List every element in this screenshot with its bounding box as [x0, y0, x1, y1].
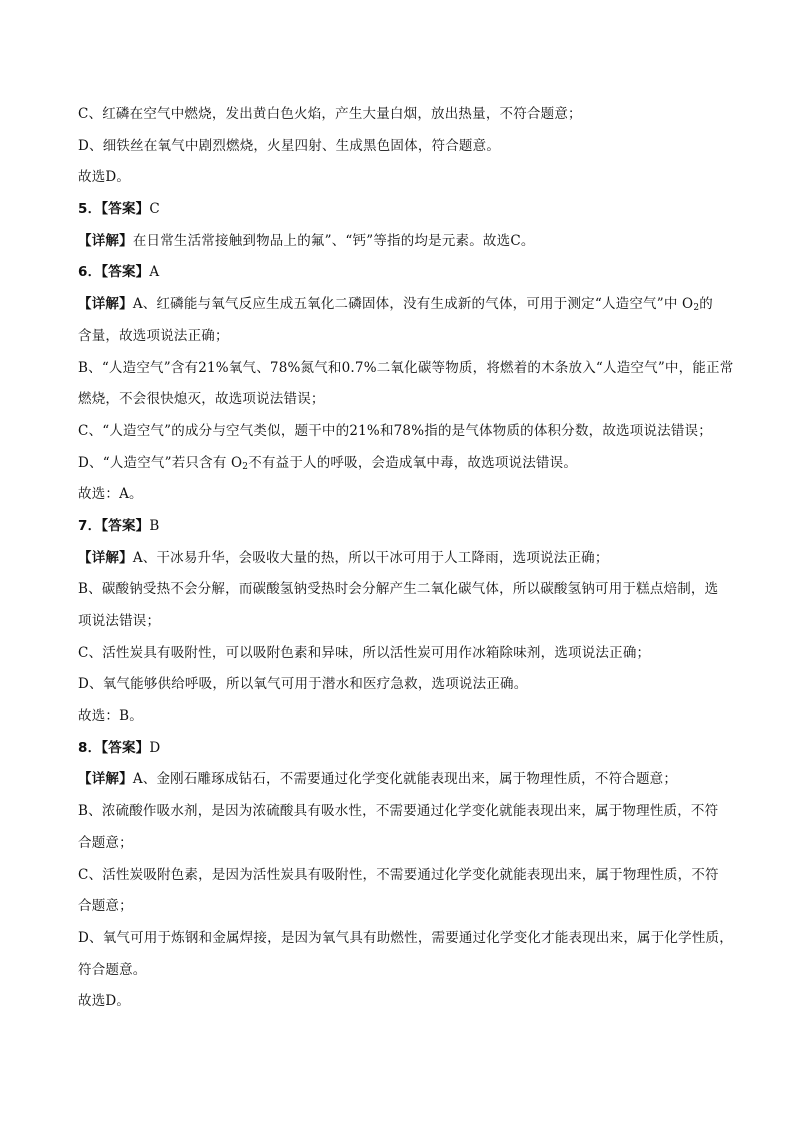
answer-tag: 【答案】 — [101, 201, 150, 218]
line-text: A、红磷能与氧气反应生成五氧化二磷固体，没有生成新的气体，可用于测定“人造空气”中 O — [132, 296, 694, 313]
text-line — [78, 100, 722, 128]
text-line — [78, 449, 722, 477]
line-text: 故选D。 — [78, 169, 131, 186]
question-number: 6． — [78, 264, 102, 281]
line-text: D、“人造空气”若只含有 O — [78, 454, 243, 471]
line-text: D、氧气能够供给呼吸，所以氧气可用于潜水和医疗急救，选项说法正确。 — [78, 676, 528, 693]
line-text: A、干冰易升华，会吸收大量的热，所以干冰可用于人工降雨，选项说法正确； — [132, 549, 609, 566]
text-line — [78, 956, 722, 984]
question-number: 5． — [78, 201, 102, 218]
detail-tag: 【详解】 — [78, 771, 133, 788]
text-line — [78, 354, 734, 382]
detail-line — [78, 765, 722, 793]
question-number: 8． — [78, 739, 102, 756]
text-line — [78, 417, 722, 445]
answer-line-6 — [78, 258, 722, 286]
line-text: 项说法错误； — [78, 613, 161, 629]
text-line — [78, 797, 722, 825]
text-line — [78, 987, 722, 1015]
line-text: B、碳酸钠受热不会分解，而碳酸氢钠受热时会分解产生二氧化碳气体，所以碳酸氢钠可用于糕点焙制，选 — [78, 581, 719, 598]
text-line — [78, 892, 722, 920]
text-line — [78, 385, 722, 413]
answer-tag: 【答案】 — [101, 739, 150, 756]
line-text: D、细铁丝在氧气中剧烈燃烧，火星四射、生成黑色固体，符合题意。 — [78, 137, 501, 154]
text-line — [78, 924, 733, 952]
text-line — [78, 322, 722, 350]
line-text: 含量，故选项说法正确； — [78, 327, 229, 344]
line-text: 合题意； — [78, 898, 133, 915]
text-line — [78, 670, 722, 698]
line-text: 故选：A。 — [78, 486, 143, 503]
line-text: B、“人造空气”含有21%氧气、78%氮气和0.7%二氧化碳等物质，将燃着的木条放入“人造空气”中，能正常 — [78, 359, 734, 376]
line-text: 故选：B。 — [78, 708, 143, 725]
line-text: C、活性炭具有吸附性，可以吸附色素和异味，所以活性炭可用作冰箱除味剂，选项说法正确； — [78, 644, 651, 661]
line-text: 在日常生活常接触到物品上的氟”、“钙”等指的均是元素。故选C。 — [132, 232, 535, 249]
answer-line-8 — [78, 734, 722, 762]
line-text: 的 — [699, 296, 713, 313]
detail-tag: 【详解】 — [78, 232, 133, 249]
line-text: 故选D。 — [78, 993, 131, 1010]
detail-tag: 【详解】 — [78, 296, 133, 313]
subscript: 2 — [242, 461, 249, 472]
line-text: C、“人造空气”的成分与空气类似，题干中的21%和78%指的是气体物质的体积分数，故选项说法错误； — [78, 422, 712, 439]
line-text: A、金刚石雕琢成钻石，不需要通过化学变化就能表现出来，属于物理性质，不符合题意； — [132, 771, 678, 788]
text-line — [78, 163, 722, 191]
answer-value: C — [149, 201, 160, 218]
detail-line — [78, 544, 722, 572]
line-text: C、红磷在空气中燃烧，发出黄白色火焰，产生大量白烟，放出热量，不符合题意； — [78, 106, 582, 122]
text-line — [78, 639, 722, 667]
answer-tag: 【答案】 — [101, 264, 150, 281]
line-text: C、活性炭吸附色素，是因为活性炭具有吸附性，不需要通过化学变化就能表现出来，属于物理性质，不符 — [78, 866, 719, 883]
line-text: 合题意； — [78, 834, 133, 851]
document-page — [78, 100, 734, 1019]
text-line — [78, 702, 722, 730]
line-text: B、浓硫酸作吸水剂，是因为浓硫酸具有吸水性，不需要通过化学变化就能表现出来，属于物理性质，不符 — [78, 803, 719, 820]
line-text: 不有益于人的呼吸，会造成氧中毒，故选项说法错误。 — [248, 454, 578, 471]
subscript: 2 — [693, 303, 700, 314]
text-line — [78, 480, 722, 508]
answer-line-7 — [78, 512, 722, 540]
line-text: 符合题意。 — [78, 961, 147, 978]
answer-value: A — [149, 264, 160, 281]
answer-tag: 【答案】 — [101, 517, 150, 534]
text-line — [78, 829, 722, 857]
detail-line — [78, 290, 722, 318]
detail-tag: 【详解】 — [78, 549, 133, 566]
text-line — [78, 861, 722, 889]
answer-value: D — [149, 739, 161, 756]
line-text: 燃烧，不会很快熄灭，故选项说法错误； — [78, 391, 325, 408]
answer-line-5 — [78, 195, 722, 223]
line-text: D、氧气可用于炼钢和金属焊接，是因为氧气具有助燃性，需要通过化学变化才能表现出来，属于化学性质， — [78, 929, 733, 946]
text-line — [78, 575, 722, 603]
question-number: 7． — [78, 517, 102, 534]
text-line — [78, 132, 722, 160]
answer-value: B — [149, 517, 160, 534]
detail-line — [78, 227, 722, 255]
text-line — [78, 607, 722, 635]
